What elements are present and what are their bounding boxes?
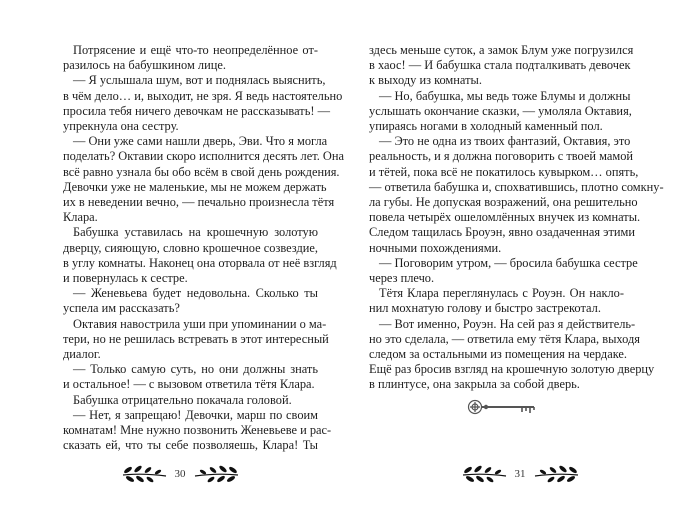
text-line: Тётя Клара переглянулась с Роуэн. Он накло- — [379, 286, 624, 301]
text-line: но это сделала, — ответила ему тётя Клара, выходя — [369, 331, 640, 346]
text-line: Потрясение и ещё что-то неопределённое от- — [73, 43, 318, 57]
right-footer — [450, 462, 590, 486]
text-line: Следом тащилась Броуэн, явно озадаченная этими — [369, 225, 636, 240]
text-line: Девочки уже не маленькие, мы не можем держать — [63, 179, 327, 194]
text-line: сказать ей, что ты себе позволяешь, Клара! Ты — [63, 438, 318, 453]
text-line: их в неведении вечно, — печально произнесла тётя — [63, 195, 335, 209]
text-line: всё равно узнала бы обо всём в свой день рождения. — [63, 164, 340, 179]
text-line: в хаос! — И бабушка стала подталкивать девочек — [369, 58, 631, 73]
text-line: — Но, бабушка, мы ведь тоже Блумы и должны — [379, 88, 631, 103]
text-line: разилось на бабушкином лице. — [63, 58, 226, 73]
text-line: — Поговорим утром, — бросила бабушка сестре — [379, 255, 638, 270]
text-line: дверцу, сияющую, словно крошечное созвездие, — [63, 240, 318, 255]
text-line: Бабушка уставилась на крошечную золотую — [73, 225, 318, 240]
text-line: реальность, и я должна поговорить с твоей мамой — [369, 149, 634, 164]
text-line: — Они уже сами нашли дверь, Эви. Что я могла — [73, 134, 328, 149]
laurel-branch-icon — [461, 464, 507, 484]
laurel-branch-icon — [194, 464, 240, 484]
text-line: упрекнула она сестру. — [63, 119, 179, 133]
laurel-branch-icon — [121, 464, 167, 484]
left-footer — [110, 462, 250, 486]
text-line: упираясь ногами в холодный каменный пол. — [369, 119, 603, 133]
text-line: поделать? Октавии скоро исполнится десять лет. Она — [63, 149, 344, 164]
text-line: — Я услышала шум, вот и поднялась выяснить, — [73, 73, 326, 88]
text-line: — Это не одна из твоих фантазий, Октавия, это — [379, 134, 631, 149]
text-line: и повернулась к сестре. — [63, 271, 188, 285]
text-line: диалог. — [63, 347, 101, 361]
text-line: — Нет, я запрещаю! Девочки, марш по своим — [73, 407, 318, 422]
text-line: услышать окончание сказки, — умоляла Октавия, — [369, 103, 632, 118]
text-line: нил мохнатую голову и быстро застрекотал. — [369, 301, 601, 316]
key-icon — [466, 397, 538, 422]
text-line: ночными похождениями. — [369, 240, 502, 255]
laurel-branch-icon — [534, 464, 580, 484]
page-number-right: 31 — [514, 468, 526, 480]
text-line: Клара. — [63, 210, 98, 225]
text-line: к выходу из комнаты. — [369, 73, 482, 88]
text-line: в чём дело… и, выходит, не зря. Я ведь настоятельно — [63, 88, 343, 103]
text-line: Ещё раз бросив взгляд на крошечную золотую дверцу — [369, 362, 655, 377]
text-line: в углу комнаты. Наконец она оторвала от неё взгляд — [63, 255, 337, 270]
text-line: просила тебя ничего девочкам не рассказывать! — — [63, 103, 330, 118]
text-line: здесь меньше суток, а замок Блум уже погрузился — [369, 43, 634, 57]
text-line: ла губы. Не допуская возражений, она решительно — [369, 195, 638, 209]
text-line: через плечо. — [369, 271, 435, 285]
text-line: — Вот именно, Роуэн. На сей раз я действитель- — [379, 316, 636, 331]
text-line: Бабушка отрицательно покачала головой. — [73, 392, 292, 407]
text-line: комнатам! Мне нужно позвонить Женевьеве и рас- — [63, 423, 332, 437]
text-line: успела им рассказать? — [63, 301, 180, 316]
page-number-left: 30 — [174, 468, 186, 480]
text-line: и тётей, пока всё не покатилось кувырком… опять, — [369, 164, 639, 179]
text-line: повела четырёх ошеломлённых внучек из комнаты. — [369, 210, 641, 225]
text-line: — Женевьева будет недовольна. Сколько ты — [73, 286, 318, 301]
text-line: следом за остальными из помещения на чердаке. — [369, 347, 628, 361]
text-line: — Только самую суть, но они должны знать — [73, 362, 318, 377]
text-line: и остальное! — с вызовом ответила тётя Клара. — [63, 377, 315, 392]
text-line: в плинтусе, она закрыла за собой дверь. — [369, 377, 580, 392]
text-line: — ответила бабушка и, спохватившись, плотно сомкну- — [369, 179, 664, 194]
text-line: Октавия навострила уши при упоминании о ма- — [73, 316, 327, 331]
text-line: тери, но не решилась встревать в этот интересный — [63, 331, 329, 346]
